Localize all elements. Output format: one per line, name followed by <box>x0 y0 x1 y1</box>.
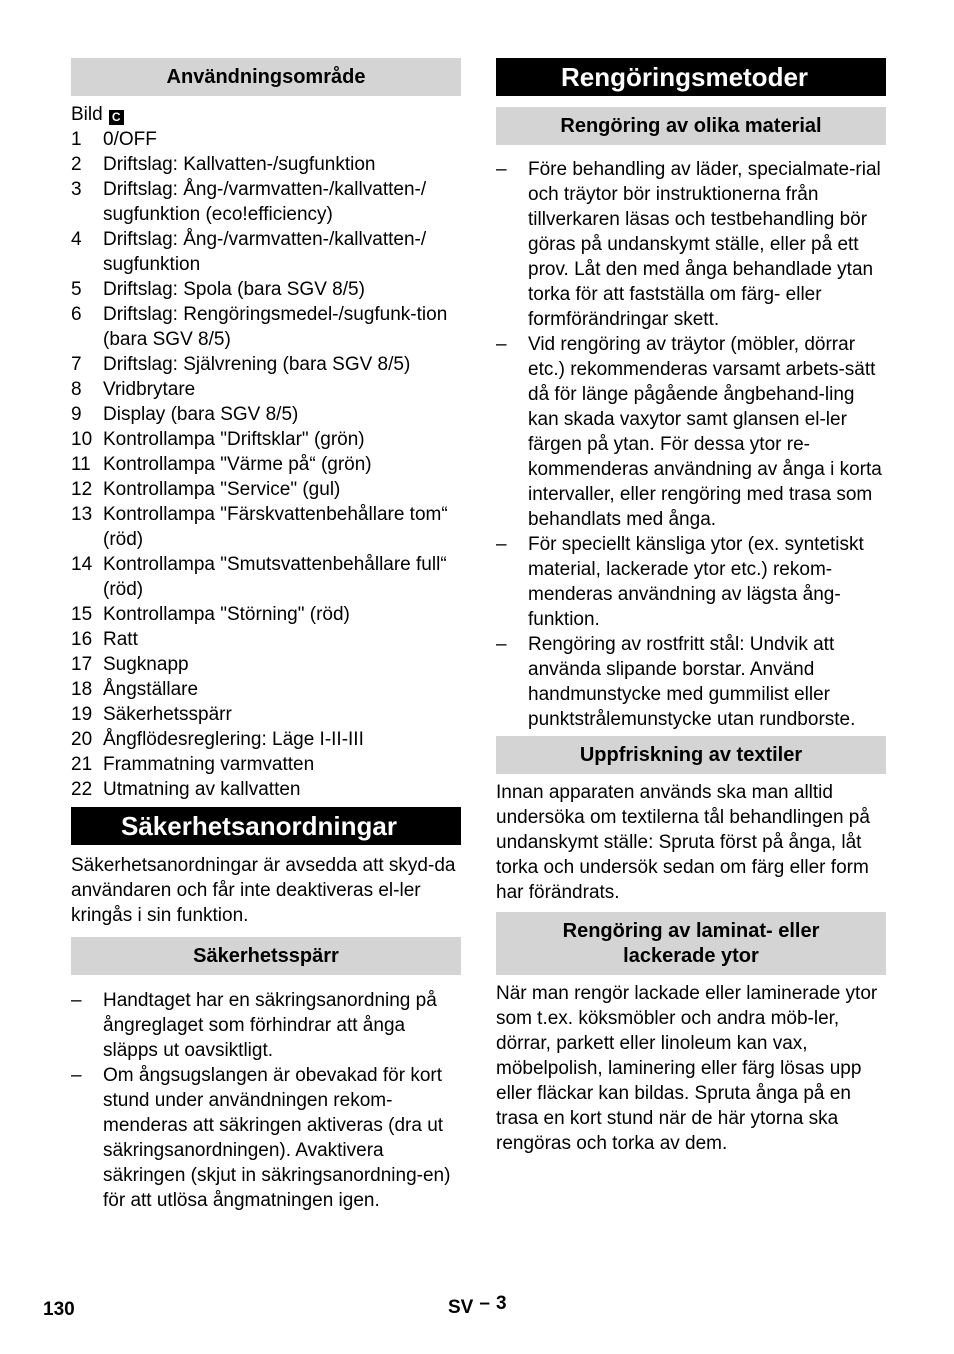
dash-bullet: – <box>496 534 507 555</box>
list-item <box>71 352 461 377</box>
item-number: 6 <box>71 304 82 325</box>
dash-bullet: – <box>71 990 82 1011</box>
list-item <box>71 1063 461 1213</box>
item-number: 11 <box>71 454 91 475</box>
laminate-text: När man rengör lackade eller laminerade ytor som t.ex. köksmöbler och andra möb-ler, dörrar, parkett eller linoleum kan vax, möbelpolish, laminering eller färg lösas upp eller fläckar kan bildas. Spruta ånga på en trasa en kort stund när de här ytorna ska rengöras och torka av dem. <box>496 983 878 1154</box>
item-text: Driftslag: Ång-/varmvatten-/kallvatten-/ sugfunktion (eco!efficiency) <box>103 179 427 225</box>
item-text: Driftslag: Självrening (bara SGV 8/5) <box>103 354 411 375</box>
materials-list <box>496 157 886 732</box>
item-text: Rengöring av rostfritt stål: Undvik att använda slipande borstar. Använd handmunstycke med gummilist eller punktstrålemunstycke utan rundborste. <box>528 634 856 730</box>
item-number: 21 <box>71 754 93 775</box>
laminate-heading-line-2: lackerade ytor <box>623 944 759 967</box>
figure-badge: C <box>109 110 124 125</box>
right-column <box>496 58 886 1156</box>
item-text: Driftslag: Ång-/varmvatten-/kallvatten-/ sugfunktion <box>103 229 427 275</box>
textiles-heading: Uppfriskning av textiler <box>496 736 886 774</box>
section-separator: – <box>479 1293 490 1314</box>
list-item <box>71 677 461 702</box>
list-item <box>71 152 461 177</box>
list-item <box>71 727 461 752</box>
list-item <box>71 452 461 477</box>
item-number: 12 <box>71 479 93 500</box>
laminate-heading-line-1: Rengöring av laminat- eller <box>562 919 820 942</box>
item-text: Kontrollampa "Smutsvattenbehållare full“ (röd) <box>103 554 447 600</box>
dash-bullet: – <box>496 634 507 655</box>
item-number: 20 <box>71 729 93 750</box>
item-text: Kontrollampa "Värme på“ (grön) <box>103 454 372 475</box>
item-text: Kontrollampa "Färskvattenbehållare tom“ (röd) <box>103 504 448 550</box>
list-item <box>71 177 461 227</box>
list-item <box>71 552 461 602</box>
list-item <box>71 227 461 277</box>
item-text: Om ångsugslangen är obevakad för kort stund under användningen rekom-menderas att säkringen aktiveras (dra ut säkringsanordningen). Avaktivera säkringen (skjut in säkringsanordning-en) för att utlösa ångmatningen igen. <box>103 1065 451 1211</box>
item-number: 17 <box>71 654 93 675</box>
list-item <box>496 632 886 732</box>
list-item <box>71 702 461 727</box>
item-text: Ångflödesreglering: Läge I-II-III <box>103 729 364 750</box>
item-text: Före behandling av läder, specialmate-rial och träytor bör instruktionerna från tillverkaren läsas och testbehandling bör göras på undanskymt ställe, eller på ett prov. Låt den med ånga behandlade ytan torka för att fastställa om färg- eller formförändringar skett. <box>528 159 881 330</box>
list-item <box>71 427 461 452</box>
safety-heading: Säkerhetsanordningar <box>71 807 461 845</box>
list-item <box>71 127 461 152</box>
item-number: 1 <box>71 129 82 150</box>
lock-list <box>71 988 461 1213</box>
list-item <box>71 777 461 802</box>
dash-bullet: – <box>71 1065 82 1086</box>
item-number: 22 <box>71 779 93 800</box>
left-column <box>71 58 461 1213</box>
item-text: För speciellt känsliga ytor (ex. syntetiskt material, lackerade ytor etc.) rekom-menderas användning av lägsta ång-funktion. <box>528 534 864 630</box>
item-number: 2 <box>71 154 82 175</box>
item-number: 3 <box>71 179 82 200</box>
list-item <box>71 602 461 627</box>
item-number: 8 <box>71 379 82 400</box>
item-text: Kontrollampa "Störning" (röd) <box>103 604 350 625</box>
materials-heading: Rengöring av olika material <box>496 107 886 145</box>
page-number: 130 <box>43 1299 75 1320</box>
parts-list <box>71 127 461 802</box>
figure-label: Bild <box>71 104 103 125</box>
list-item <box>496 157 886 332</box>
item-number: 16 <box>71 629 93 650</box>
list-item <box>71 752 461 777</box>
figure-reference <box>71 102 461 127</box>
item-text: Driftslag: Rengöringsmedel-/sugfunk-tion (bara SGV 8/5) <box>103 304 448 350</box>
list-item <box>71 277 461 302</box>
list-item <box>71 477 461 502</box>
safety-text: Säkerhetsanordningar är avsedda att skyd-da användaren och får inte deaktiveras el-ler kringås i sin funktion. <box>71 855 456 926</box>
item-text: Ratt <box>103 629 138 650</box>
list-item <box>71 402 461 427</box>
list-item <box>71 627 461 652</box>
list-item <box>71 502 461 552</box>
list-item <box>71 302 461 352</box>
item-number: 7 <box>71 354 82 375</box>
item-number: 5 <box>71 279 82 300</box>
dash-bullet: – <box>496 334 507 355</box>
item-number: 4 <box>71 229 82 250</box>
section-page: 3 <box>495 1293 507 1314</box>
methods-heading: Rengöringsmetoder <box>496 58 886 96</box>
language-code: SV <box>448 1297 474 1318</box>
item-text: Utmatning av kallvatten <box>103 779 301 800</box>
item-number: 9 <box>71 404 82 425</box>
usage-heading: Användningsområde <box>71 58 461 96</box>
item-number: 18 <box>71 679 93 700</box>
item-text: Kontrollampa "Driftsklar" (grön) <box>103 429 365 450</box>
item-number: 14 <box>71 554 93 575</box>
section-marker <box>448 1293 507 1319</box>
item-number: 15 <box>71 604 93 625</box>
item-text: Handtaget har en säkringsanordning på ångreglaget som förhindrar att ånga släpps ut oavsiktligt. <box>103 990 437 1061</box>
list-item <box>71 988 461 1063</box>
item-text: Ångställare <box>103 679 199 700</box>
list-item <box>71 652 461 677</box>
laminate-heading <box>496 912 886 975</box>
item-text: Sugknapp <box>103 654 189 675</box>
list-item <box>496 532 886 632</box>
item-text: Display (bara SGV 8/5) <box>103 404 299 425</box>
list-item <box>496 332 886 532</box>
item-number: 10 <box>71 429 93 450</box>
item-text: Frammatning varmvatten <box>103 754 315 775</box>
item-text: 0/OFF <box>103 129 157 150</box>
item-number: 19 <box>71 704 93 725</box>
lock-heading: Säkerhetsspärr <box>71 937 461 975</box>
textiles-text: Innan apparaten används ska man alltid undersöka om textilerna tål behandlingen på undanskymt ställe: Spruta först på ånga, låt torka och undersök sedan om färg eller form har förändrats. <box>496 782 870 903</box>
list-item <box>71 377 461 402</box>
item-number: 13 <box>71 504 93 525</box>
item-text: Driftslag: Kallvatten-/sugfunktion <box>103 154 376 175</box>
dash-bullet: – <box>496 159 507 180</box>
item-text: Kontrollampa "Service" (gul) <box>103 479 341 500</box>
item-text: Säkerhetsspärr <box>103 704 232 725</box>
item-text: Vridbrytare <box>103 379 196 400</box>
item-text: Driftslag: Spola (bara SGV 8/5) <box>103 279 365 300</box>
item-text: Vid rengöring av träytor (möbler, dörrar etc.) rekommenderas varsamt arbets-sätt då för länge pågående ångbehand-ling kan skada vaxytor samt glansen el-ler färgen på ytan. För dessa ytor re-kommenderas användning av ånga i korta intervaller, eller rengöring med trasa som behandlats med ånga. <box>528 334 882 530</box>
